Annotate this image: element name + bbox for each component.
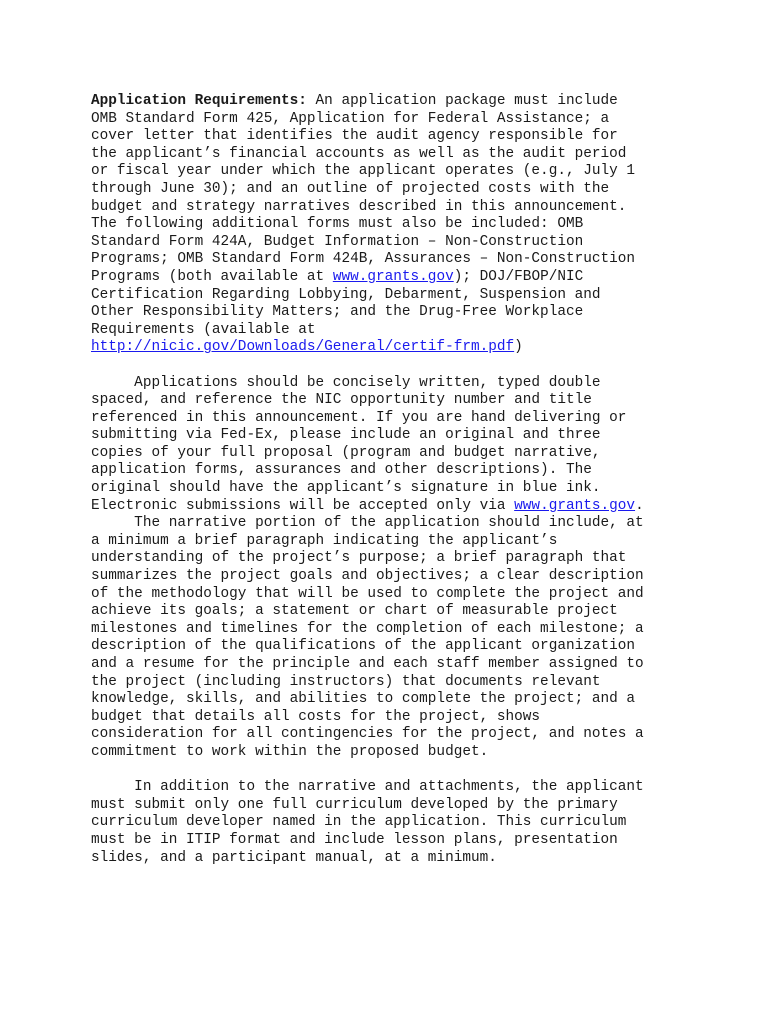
text-line: cover letter that identifies the audit agency responsible for <box>91 128 618 145</box>
text-line: Standard Form 424A, Budget Information – Non-Construction <box>91 233 584 250</box>
text-line: curriculum developer named in the application. This curriculum <box>91 814 627 831</box>
text-line: In addition to the narrative and attachments, the applicant <box>91 779 644 796</box>
text-segment: ); DOJ/FBOP/NIC <box>453 268 584 285</box>
text-segment: ) <box>514 339 523 356</box>
text-line: the project (including instructors) that documents relevant <box>91 673 601 690</box>
text-line: consideration for all contingencies for the project, and notes a <box>91 726 644 743</box>
text-line: the applicant’s financial accounts as well as the audit period <box>91 145 627 162</box>
text-line: referenced in this announcement. If you are hand delivering or <box>91 409 627 426</box>
text-line: commitment to work within the proposed budget. <box>91 743 489 760</box>
text-line: Programs; OMB Standard Form 424B, Assurances – Non-Construction <box>91 251 636 268</box>
text-line: Certification Regarding Lobbying, Debarment, Suspension and <box>91 286 601 303</box>
text-segment: An application package must include <box>306 93 618 109</box>
text-line: spaced, and reference the NIC opportunity number and title <box>91 392 592 409</box>
text-line: original should have the applicant’s signature in blue ink. <box>91 480 601 497</box>
text-line <box>91 498 691 516</box>
text-line: submitting via Fed-Ex, please include an original and three <box>91 427 601 444</box>
text-line: or fiscal year under which the applicant operates (e.g., July 1 <box>91 163 636 180</box>
text-line: a minimum a brief paragraph indicating the applicant’s <box>91 532 558 549</box>
text-line: budget that details all costs for the project, shows <box>91 708 541 725</box>
grants-gov-link[interactable]: www.grants.gov <box>514 497 636 514</box>
document-page <box>91 93 691 867</box>
text-line: slides, and a participant manual, at a minimum. <box>91 849 497 866</box>
requirements-paragraph <box>91 93 691 357</box>
text-segment: Electronic submissions will be accepted only via <box>91 497 515 514</box>
applications-paragraph <box>91 375 691 516</box>
text-segment: . <box>635 497 644 514</box>
certification-form-link[interactable]: http://nicic.gov/Downloads/General/certif-frm.pdf <box>91 339 515 356</box>
text-line: and a resume for the principle and each staff member assigned to <box>91 656 644 672</box>
text-line: must be in ITIP format and include lesson plans, presentation <box>91 831 618 848</box>
text-line: of the methodology that will be used to complete the project and <box>91 585 644 602</box>
text-line: must submit only one full curriculum developed by the primary <box>91 796 618 813</box>
text-line: The following additional forms must also be included: OMB <box>91 216 584 233</box>
text-line: Other Responsibility Matters; and the Drug-Free Workplace <box>91 304 584 321</box>
text-line: copies of your full proposal (program and budget narrative, <box>91 444 601 461</box>
text-line: OMB Standard Form 425, Application for Federal Assistance; a <box>91 110 610 127</box>
text-line: The narrative portion of the application should include, at <box>91 515 644 532</box>
text-line: budget and strategy narratives described in this announcement. <box>91 198 627 215</box>
text-line: Applications should be concisely written, typed double <box>91 374 601 391</box>
text-segment: Programs (both available at <box>91 268 333 285</box>
text-line: understanding of the project’s purpose; a brief paragraph that <box>91 550 627 567</box>
narrative-paragraph <box>91 515 691 761</box>
text-line <box>91 93 691 111</box>
text-line: application forms, assurances and other descriptions). The <box>91 462 592 479</box>
text-line: achieve its goals; a statement or chart of measurable project <box>91 603 618 620</box>
text-line: milestones and timelines for the completion of each milestone; a <box>91 620 644 637</box>
curriculum-paragraph <box>91 779 691 867</box>
text-line: Requirements (available at <box>91 321 316 338</box>
text-line: knowledge, skills, and abilities to complete the project; and a <box>91 691 636 708</box>
text-line <box>91 269 691 287</box>
requirements-heading: Application Requirements: <box>91 93 307 109</box>
text-line: summarizes the project goals and objectives; a clear description <box>91 568 644 585</box>
paragraph-spacer <box>91 762 691 780</box>
text-line: description of the qualifications of the applicant organization <box>91 638 636 655</box>
paragraph-spacer <box>91 357 691 375</box>
text-line: through June 30); and an outline of projected costs with the <box>91 180 610 197</box>
grants-gov-link[interactable]: www.grants.gov <box>332 268 454 285</box>
text-line <box>91 339 691 357</box>
